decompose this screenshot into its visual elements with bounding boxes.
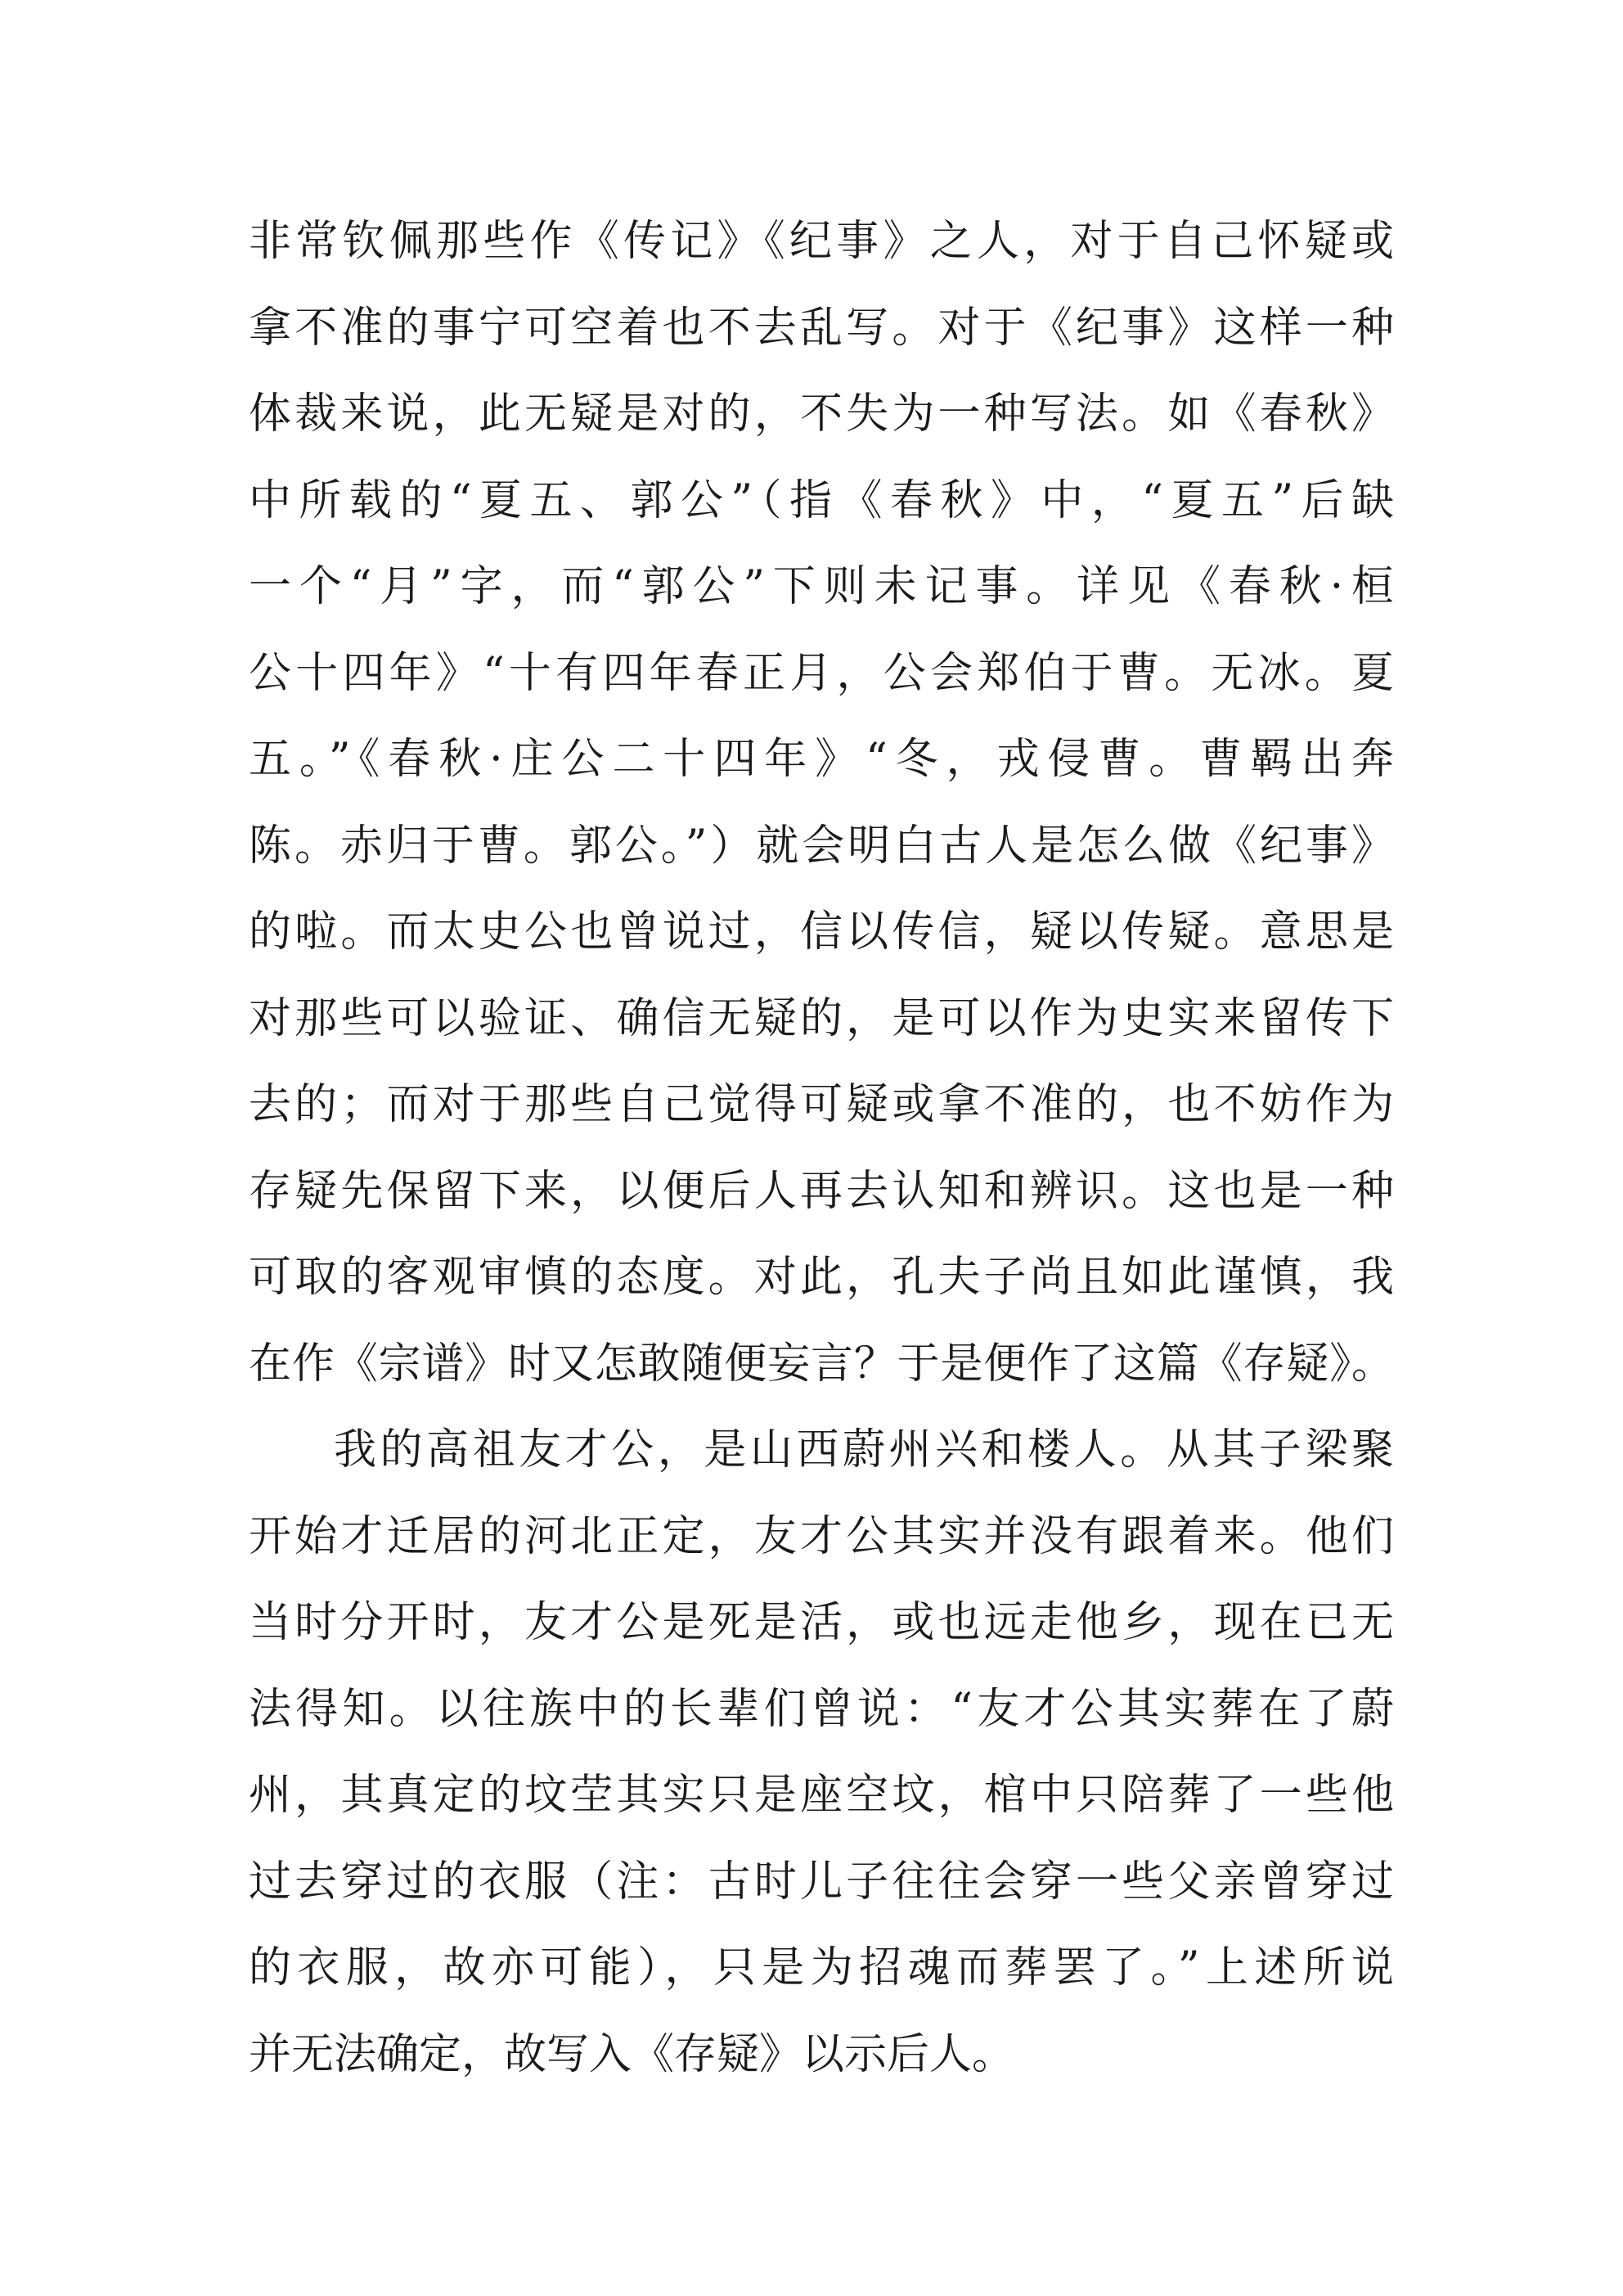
- text-line: 在作《宗谱》时又怎敢随便妄言？于是便作了这篇《存疑》。: [249, 1339, 1394, 1389]
- paragraph-1: [249, 209, 1394, 1417]
- text-line: 对那些可以验证、确信无疑的，是可以作为史实来留传下: [249, 993, 1394, 1043]
- text-line: 州，其真定的坟茔其实只是座空坟，棺中只陪葬了一些他: [249, 1771, 1394, 1820]
- text-line: 我的高祖友才公，是山西蔚州兴和楼人。从其子梁聚: [334, 1425, 1394, 1474]
- text-line: 中所载的“夏五、郭公”（指《春秋》中，“夏五”后缺: [249, 475, 1394, 525]
- text-line: 的啦。而太史公也曾说过，信以传信，疑以传疑。意思是: [249, 907, 1394, 957]
- text-line: 过去穿过的衣服（注：古时儿子往往会穿一些父亲曾穿过: [249, 1857, 1394, 1907]
- text-line: 五。”《春秋·庄公二十四年》“冬，戎侵曹。曹羁出奔: [249, 735, 1394, 784]
- text-line: 的衣服，故亦可能），只是为招魂而葬罢了。”上述所说: [249, 1943, 1394, 1992]
- paragraph-2: [249, 1417, 1394, 2108]
- text-line: 去的；而对于那些自己觉得可疑或拿不准的，也不妨作为: [249, 1080, 1394, 1129]
- text-line: 并无法确定，故写入《存疑》以示后人。: [249, 2029, 1015, 2079]
- text-line: 体裁来说，此无疑是对的，不失为一种写法。如《春秋》: [249, 389, 1394, 439]
- text-line: 开始才迁居的河北正定，友才公其实并没有跟着来。他们: [249, 1511, 1394, 1561]
- text-line: 可取的客观审慎的态度。对此，孔夫子尚且如此谨慎，我: [249, 1253, 1394, 1302]
- body-text: [249, 209, 1394, 2108]
- text-line: 陈。赤归于曹。郭公。”）就会明白古人是怎么做《纪事》: [249, 821, 1394, 871]
- text-line: 公十四年》“十有四年春正月，公会郑伯于曹。无冰。夏: [249, 648, 1394, 698]
- text-line: 一个“月”字，而“郭公”下则未记事。详见《春秋·桓: [249, 562, 1394, 611]
- text-line: 当时分开时，友才公是死是活，或也远走他乡，现在已无: [249, 1598, 1394, 1647]
- text-line: 法得知。以往族中的长辈们曾说：“友才公其实葬在了蔚: [249, 1684, 1394, 1734]
- text-line: 拿不准的事宁可空着也不去乱写。对于《纪事》这样一种: [249, 303, 1394, 353]
- text-line: 存疑先保留下来，以便后人再去认知和辨识。这也是一种: [249, 1166, 1394, 1216]
- text-line: 非常钦佩那些作《传记》《纪事》之人，对于自己怀疑或: [249, 217, 1394, 266]
